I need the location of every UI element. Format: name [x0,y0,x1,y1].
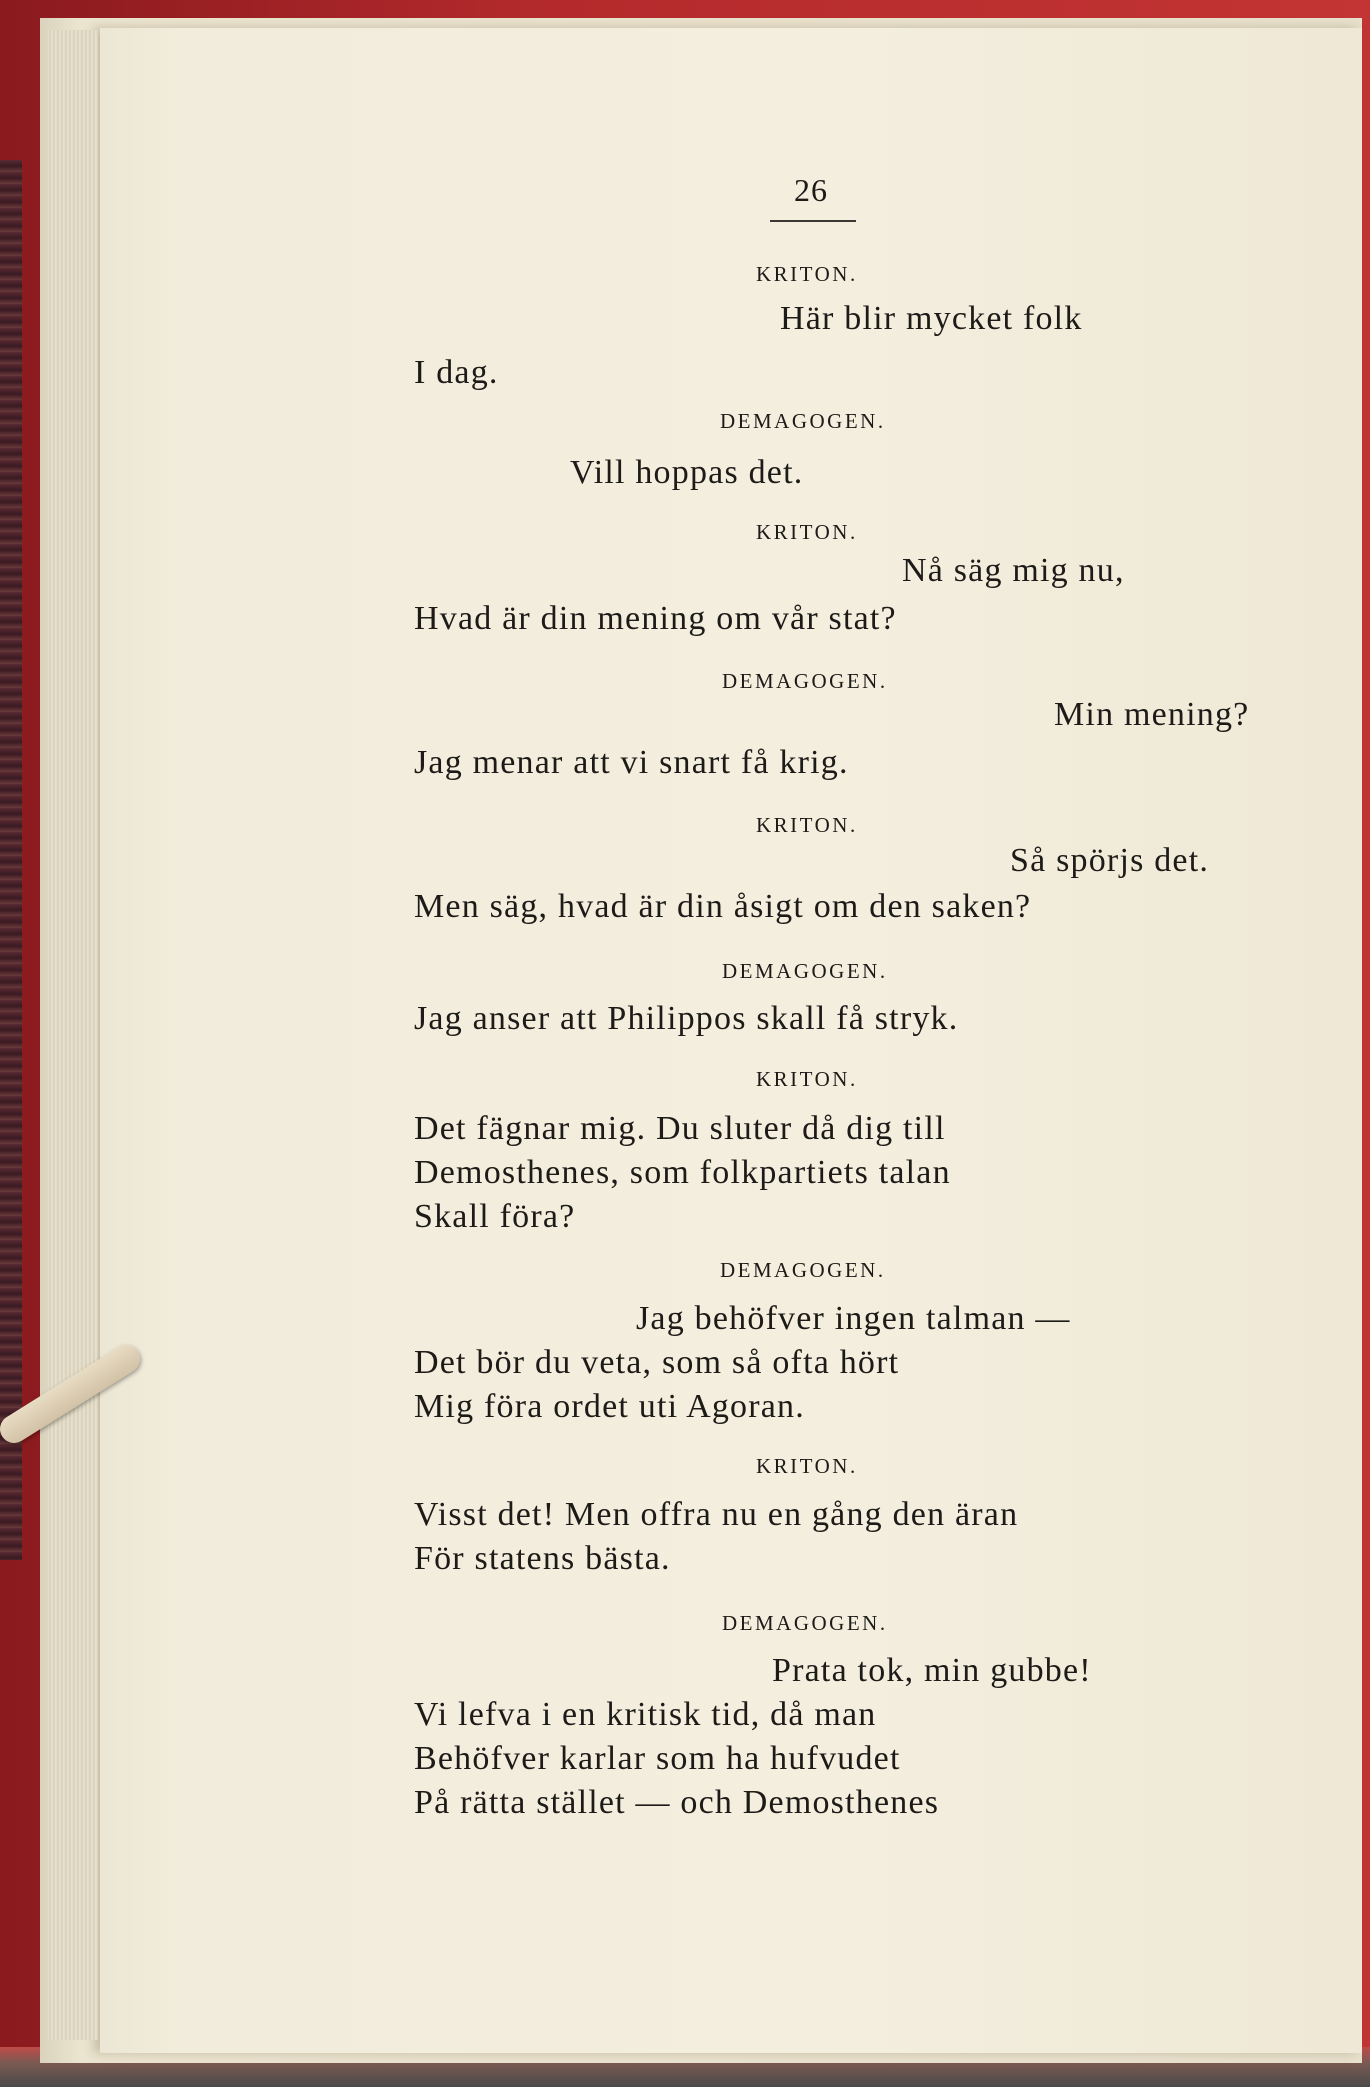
verse-line: Demosthenes, som folkpartiets talan [414,1154,951,1191]
verse-line: Jag behöfver ingen talman — [636,1300,1071,1337]
verse-line: Här blir mycket folk [780,300,1083,337]
page-number-rule [770,220,856,222]
verse-line: Jag menar att vi snart få krig. [414,744,849,781]
speaker-demagogen: DEMAGOGEN. [722,669,888,693]
verse-line: Mig föra ordet uti Agoran. [414,1388,805,1425]
verse-line: Vi lefva i en kritisk tid, då man [414,1696,877,1733]
speaker-kriton: KRITON. [756,1067,858,1091]
speaker-demagogen: DEMAGOGEN. [720,1258,886,1282]
verse-line: Visst det! Men offra nu en gång den äran [414,1496,1019,1533]
verse-line: Jag anser att Philippos skall få stryk. [414,1000,959,1037]
speaker-demagogen: DEMAGOGEN. [722,1611,888,1635]
speaker-demagogen: DEMAGOGEN. [720,409,886,433]
speaker-demagogen: DEMAGOGEN. [722,959,888,983]
verse-line: Behöfver karlar som ha hufvudet [414,1740,901,1777]
verse-line: I dag. [414,354,499,391]
verse-line: Vill hoppas det. [570,454,804,491]
speaker-kriton: KRITON. [756,813,858,837]
speaker-kriton: KRITON. [756,520,858,544]
verse-line: Nå säg mig nu, [902,552,1125,589]
verse-line: På rätta stället — och Demosthenes [414,1784,940,1821]
speaker-kriton: KRITON. [756,1454,858,1478]
verse-line: Så spörjs det. [1010,842,1210,879]
verse-line: Det fägnar mig. Du sluter då dig till [414,1110,946,1147]
verse-line: Prata tok, min gubbe! [772,1652,1092,1689]
verse-line: För statens bästa. [414,1540,671,1577]
verse-line: Hvad är din mening om vår stat? [414,600,897,637]
verse-line: Min mening? [1054,696,1250,733]
page-number: 26 [794,172,828,208]
verse-line: Det bör du veta, som så ofta hört [414,1344,900,1381]
verse-line: Skall föra? [414,1198,576,1235]
verse-line: Men säg, hvad är din åsigt om den saken? [414,888,1032,925]
speaker-kriton: KRITON. [756,262,858,286]
